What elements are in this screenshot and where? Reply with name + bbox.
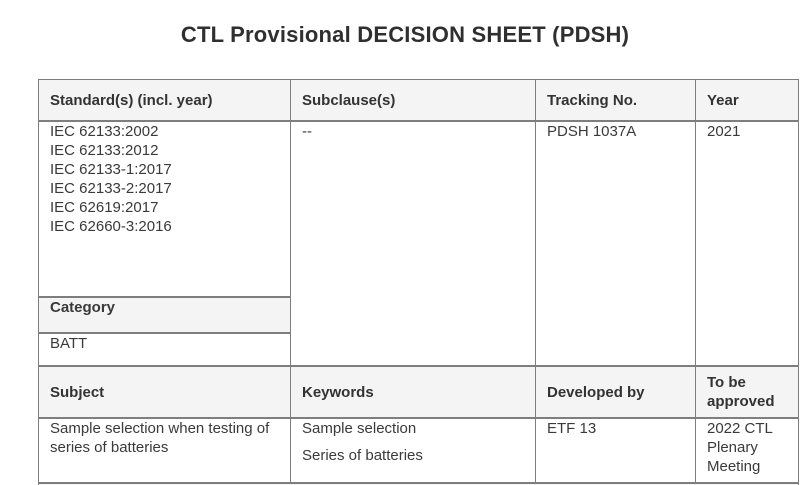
keyword-item: Series of batteries — [302, 447, 423, 464]
standards-row — [39, 121, 799, 297]
decision-sheet-table — [38, 79, 799, 485]
year-cell: 2021 — [696, 121, 799, 366]
table-header-row-2 — [39, 366, 799, 418]
to-be-approved-cell: 2022 CTL Plenary Meeting — [696, 418, 799, 483]
detail-row — [39, 418, 799, 483]
standard-item: IEC 62133-2:2017 — [50, 180, 172, 197]
developed-by-cell: ETF 13 — [536, 418, 696, 483]
tracking-no-cell: PDSH 1037A — [536, 121, 696, 366]
header-subclauses: Subclause(s) — [291, 80, 536, 122]
standard-item: IEC 62133:2002 — [50, 123, 159, 140]
keywords-cell — [291, 418, 536, 483]
standard-item: IEC 62133:2012 — [50, 142, 159, 159]
header-standards: Standard(s) (incl. year) — [39, 80, 291, 122]
table-header-row-1 — [39, 80, 799, 122]
subject-cell: Sample selection when testing of series of batteries — [39, 418, 291, 483]
header-year: Year — [696, 80, 799, 122]
header-keywords: Keywords — [291, 366, 536, 418]
category-label-cell: Category — [39, 297, 291, 333]
category-value-cell: BATT — [39, 333, 291, 366]
header-developed-by: Developed by — [536, 366, 696, 418]
standard-item: IEC 62619:2017 — [50, 199, 159, 216]
standard-item: IEC 62133-1:2017 — [50, 161, 172, 178]
standards-list-cell — [39, 121, 291, 297]
header-to-be-approved: To be approved — [696, 366, 799, 418]
page-title: CTL Provisional DECISION SHEET (PDSH) — [180, 22, 630, 47]
header-tracking-no: Tracking No. — [536, 80, 696, 122]
subclauses-cell: -- — [291, 121, 536, 366]
header-subject: Subject — [39, 366, 291, 418]
keyword-item: Sample selection — [302, 420, 417, 437]
standard-item: IEC 62660-3:2016 — [50, 218, 172, 235]
